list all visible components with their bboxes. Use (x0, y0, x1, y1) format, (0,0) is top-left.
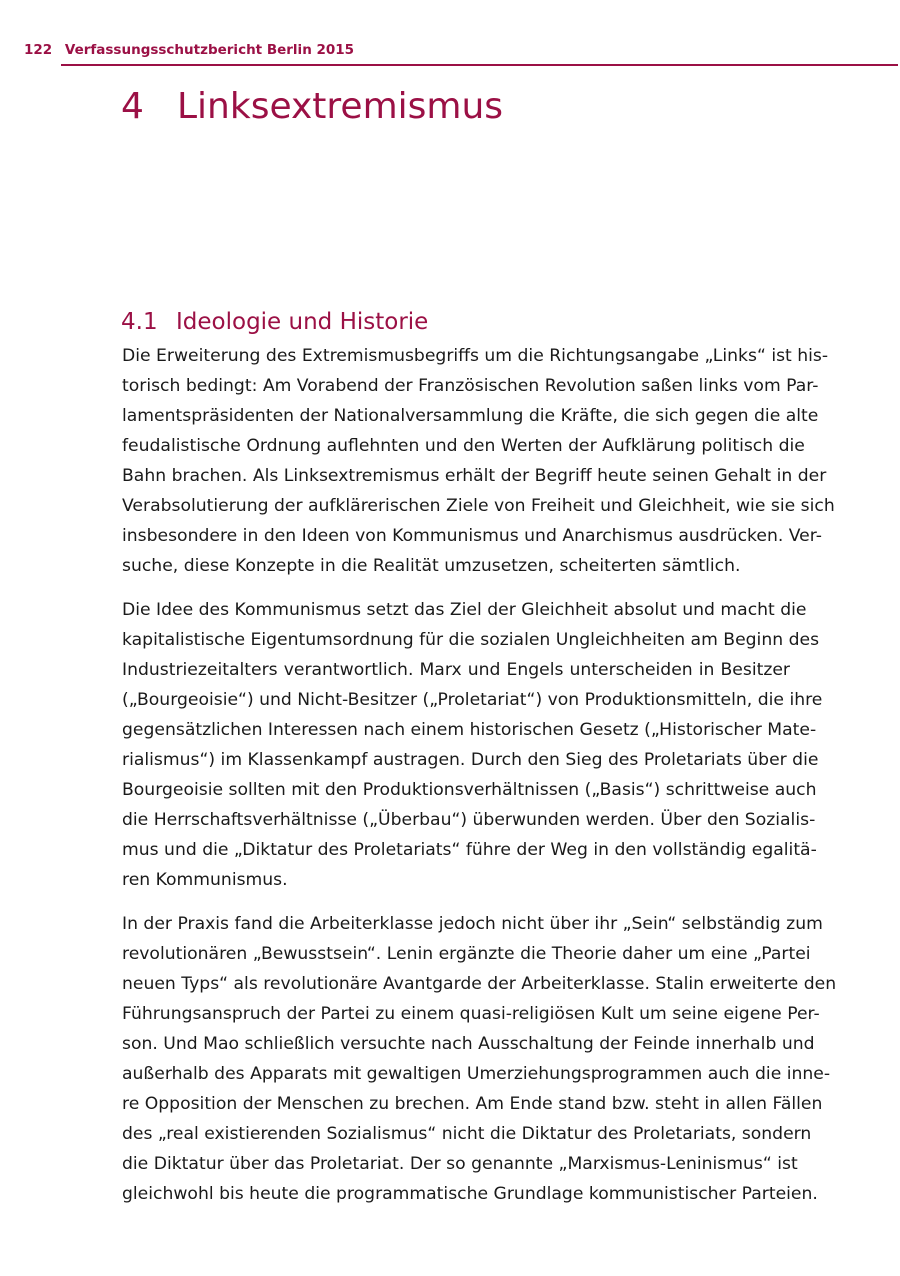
text-line: feudalistische Ordnung auflehnten und den Werten der Aufklärung politisch die (122, 436, 805, 456)
text-line: Bahn brachen. Als Linksextremismus erhält der Begriff heute seinen Gehalt in der (122, 466, 827, 486)
text-line: re Opposition der Menschen zu brechen. Am Ende stand bzw. steht in allen Fällen (122, 1094, 823, 1114)
header-rule (61, 64, 898, 66)
body-text (122, 341, 837, 1223)
text-line: Verabsolutierung der aufklärerischen Ziele von Freiheit und Gleichheit, wie sie sich (122, 496, 835, 516)
text-line: Führungsanspruch der Partei zu einem quasi-religiösen Kult um seine eigene Per- (122, 1004, 820, 1024)
section-title: Ideologie und Historie (176, 309, 429, 335)
text-line: gegensätzlichen Interessen nach einem historischen Gesetz („Historischer Mate- (122, 720, 817, 740)
text-line: ren Kommunismus. (122, 870, 288, 890)
section-heading (121, 309, 428, 335)
text-line: In der Praxis fand die Arbeiterklasse jedoch nicht über ihr „Sein“ selbständig zum (122, 914, 823, 934)
text-line: suche, diese Konzepte in die Realität umzusetzen, scheiterten sämtlich. (122, 556, 741, 576)
text-line: („Bourgeoisie“) und Nicht-Besitzer („Proletariat“) von Produktionsmitteln, die ihre (122, 690, 823, 710)
text-line: gleichwohl bis heute die programmatische Grundlage kommunistischer Parteien. (122, 1184, 818, 1204)
text-line: revolutionären „Bewusstsein“. Lenin ergänzte die Theorie daher um eine „Partei (122, 944, 811, 964)
report-title: Verfassungsschutzbericht Berlin 2015 (64, 42, 355, 58)
text-line: torisch bedingt: Am Vorabend der Französischen Revolution saßen links vom Par- (122, 376, 819, 396)
chapter-title: Linksextremismus (177, 86, 504, 127)
text-line: neuen Typs“ als revolutionäre Avantgarde der Arbeiterklasse. Stalin erweiterte den (122, 974, 837, 994)
text-line: außerhalb des Apparats mit gewaltigen Umerziehungsprogrammen auch die inne- (122, 1064, 831, 1084)
paragraph (122, 909, 837, 1209)
text-line: rialismus“) im Klassenkampf austragen. Durch den Sieg des Proletariats über die (122, 750, 819, 770)
text-line: lamentspräsidenten der Nationalversammlung die Kräfte, die sich gegen die alte (122, 406, 819, 426)
text-line: Bourgeoisie sollten mit den Produktionsverhältnissen („Basis“) schrittweise auch (122, 780, 817, 800)
text-line: insbesondere in den Ideen von Kommunismus und Anarchismus ausdrücken. Ver- (122, 526, 822, 546)
text-line: Die Erweiterung des Extremismusbegriffs um die Richtungsangabe „Links“ ist his- (122, 346, 829, 366)
chapter-heading (121, 86, 503, 127)
page-number: 122 (24, 42, 53, 58)
text-line: Industriezeitalters verantwortlich. Marx und Engels unterscheiden in Besitzer (122, 660, 790, 680)
text-line: son. Und Mao schließlich versuchte nach Ausschaltung der Feinde innerhalb und (122, 1034, 815, 1054)
text-line: die Diktatur über das Proletariat. Der so genannte „Marxismus-Leninismus“ ist (122, 1154, 798, 1174)
text-line: Die Idee des Kommunismus setzt das Ziel der Gleichheit absolut und macht die (122, 600, 807, 620)
chapter-number: 4 (121, 86, 144, 127)
section-number: 4.1 (121, 309, 158, 335)
paragraph (122, 341, 835, 581)
text-line: mus und die „Diktatur des Proletariats“ führe der Weg in den vollständig egalitä- (122, 840, 817, 860)
text-line: kapitalistische Eigentumsordnung für die sozialen Ungleichheiten am Beginn des (122, 630, 820, 650)
paragraph (122, 595, 823, 895)
running-header (24, 42, 354, 58)
text-line: die Herrschaftsverhältnisse („Überbau“) überwunden werden. Über den Sozialis- (122, 810, 816, 830)
text-line: des „real existierenden Sozialismus“ nicht die Diktatur des Proletariats, sondern (122, 1124, 812, 1144)
